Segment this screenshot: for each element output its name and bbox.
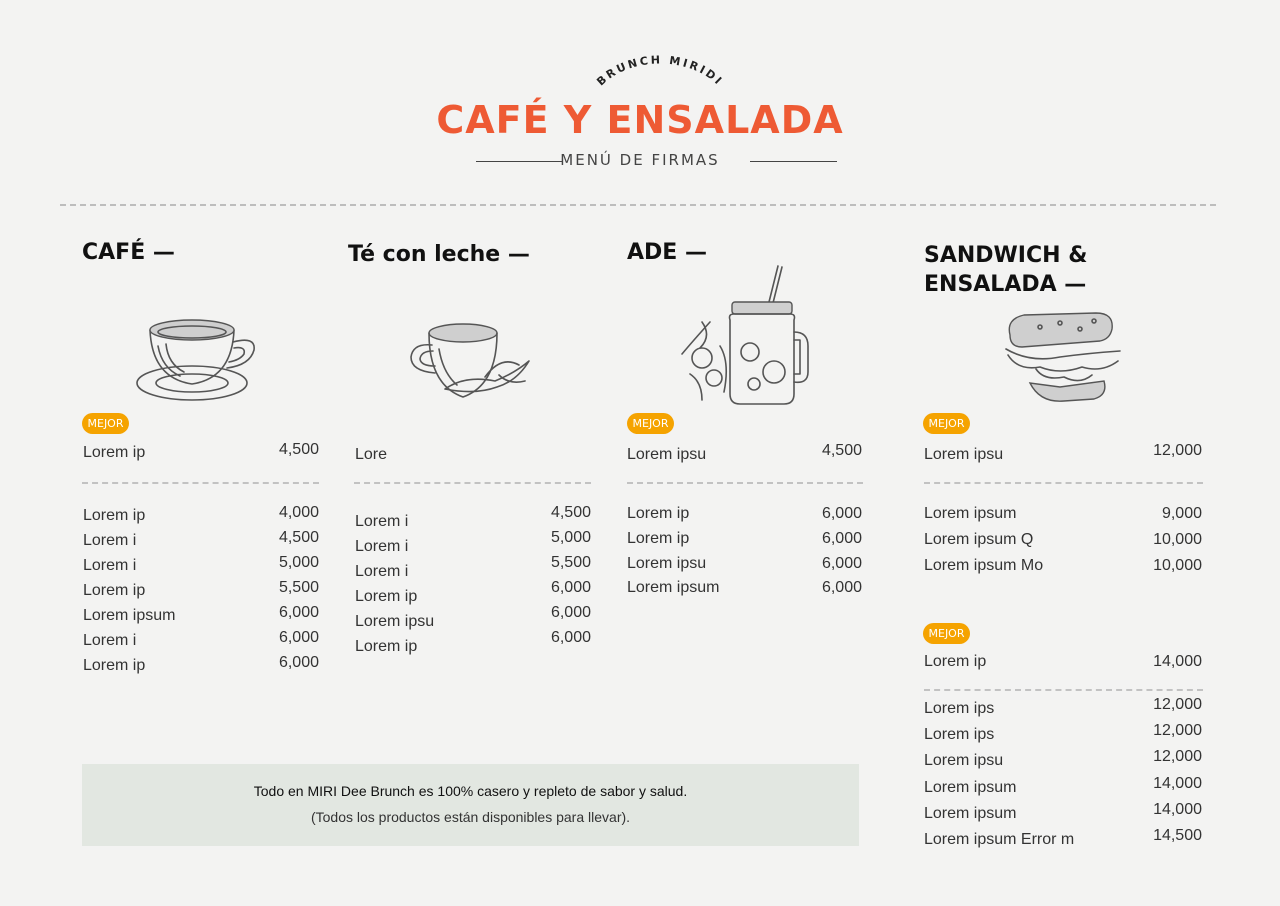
menu-item: Lorem i 6,000 <box>83 629 319 649</box>
divider <box>354 482 591 484</box>
item-name: Lorem ip <box>924 653 987 670</box>
best-badge: MEJOR <box>923 623 970 644</box>
note-line-secondary: (Todos los productos están disponibles para llevar). <box>310 809 631 825</box>
menu-item: Lorem ip 6,000 <box>83 654 319 674</box>
menu-item <box>924 442 1202 466</box>
menu-item <box>924 653 1202 673</box>
menu-item: Lorem ipsum Q 10,000 <box>924 531 1202 548</box>
menu-item: Lorem i 5,000 <box>83 554 319 574</box>
page-subtitle: MENÚ DE FIRMAS <box>560 151 720 169</box>
item-name: Lorem ipsu <box>627 446 707 463</box>
section-title-line: SANDWICH & <box>924 243 1088 268</box>
item-name: Lorem ipsu <box>924 446 1004 463</box>
item-price: 4,500 <box>821 442 862 459</box>
item-price: 12,000 <box>1153 442 1202 459</box>
footer-note <box>82 764 859 846</box>
tea-cup-icon <box>405 315 535 410</box>
section-title-line: ENSALADA — <box>924 272 1087 297</box>
item-name: Lore <box>355 446 388 463</box>
header-divider <box>60 204 1216 206</box>
menu-item: Lorem i 4,500 <box>355 504 591 530</box>
divider <box>924 689 1203 691</box>
coffee-cup-icon <box>132 310 262 410</box>
menu-item: Lorem ip 5,500 <box>83 579 319 599</box>
svg-text:BRUNCH MIRIDI: BRUNCH MIRIDI <box>594 53 726 89</box>
menu-item: Lorem ipsum 9,000 <box>924 505 1202 522</box>
menu-item: Lorem ipsu 6,000 <box>627 555 862 572</box>
menu-item: Lorem i 5,000 <box>355 529 591 555</box>
note-line-primary: Todo en MIRI Dee Brunch es 100% casero y repleto de sabor y salud. <box>253 783 688 799</box>
menu-item: Lorem ipsum 14,000 <box>924 775 1202 796</box>
menu-item <box>627 442 862 466</box>
menu-item: Lorem ip 6,000 <box>355 579 591 605</box>
item-price: 14,000 <box>1153 653 1202 670</box>
item-name: Lorem ip <box>83 444 146 461</box>
best-badge: MEJOR <box>627 413 674 434</box>
menu-item: Lorem ip 6,000 <box>627 505 862 522</box>
menu-item: Lorem ipsu 12,000 <box>924 748 1202 769</box>
menu-item <box>355 446 591 466</box>
divider <box>627 482 863 484</box>
best-badge: MEJOR <box>82 413 129 434</box>
menu-item: Lorem ipsum 6,000 <box>627 579 862 596</box>
menu-item: Lorem ips 12,000 <box>924 722 1202 743</box>
menu-item: Lorem ipsum 14,000 <box>924 801 1202 822</box>
item-price: 4,500 <box>278 441 319 458</box>
best-badge: MEJOR <box>923 413 970 434</box>
divider <box>924 482 1203 484</box>
menu-item <box>83 441 319 464</box>
section-title-cafe: CAFÉ — <box>82 240 175 265</box>
menu-item: Lorem i 5,500 <box>355 554 591 580</box>
section-title-tea: Té con leche — <box>348 242 530 267</box>
menu-item: Lorem ips 12,000 <box>924 696 1202 717</box>
menu-item: Lorem ipsum 6,000 <box>83 604 319 624</box>
sandwich-icon <box>1000 305 1125 410</box>
ade-jar-icon <box>672 262 812 408</box>
menu-item: Lorem i 4,500 <box>83 529 319 549</box>
subtitle-rule-right <box>750 161 837 162</box>
menu-item: Lorem ipsum Error m 14,500 <box>924 827 1202 848</box>
menu-item: Lorem ip 4,000 <box>83 504 319 524</box>
menu-item: Lorem ipsu 6,000 <box>355 604 591 630</box>
page-title: CAFÉ Y ENSALADA <box>436 98 844 142</box>
menu-item: Lorem ipsum Mo 10,000 <box>924 557 1202 574</box>
section-title-sandwich <box>924 241 1087 299</box>
divider <box>82 482 319 484</box>
menu-item: Lorem ip 6,000 <box>627 530 862 547</box>
section-title-ade: ADE — <box>627 240 707 265</box>
menu-item: Lorem ip 6,000 <box>355 629 591 655</box>
